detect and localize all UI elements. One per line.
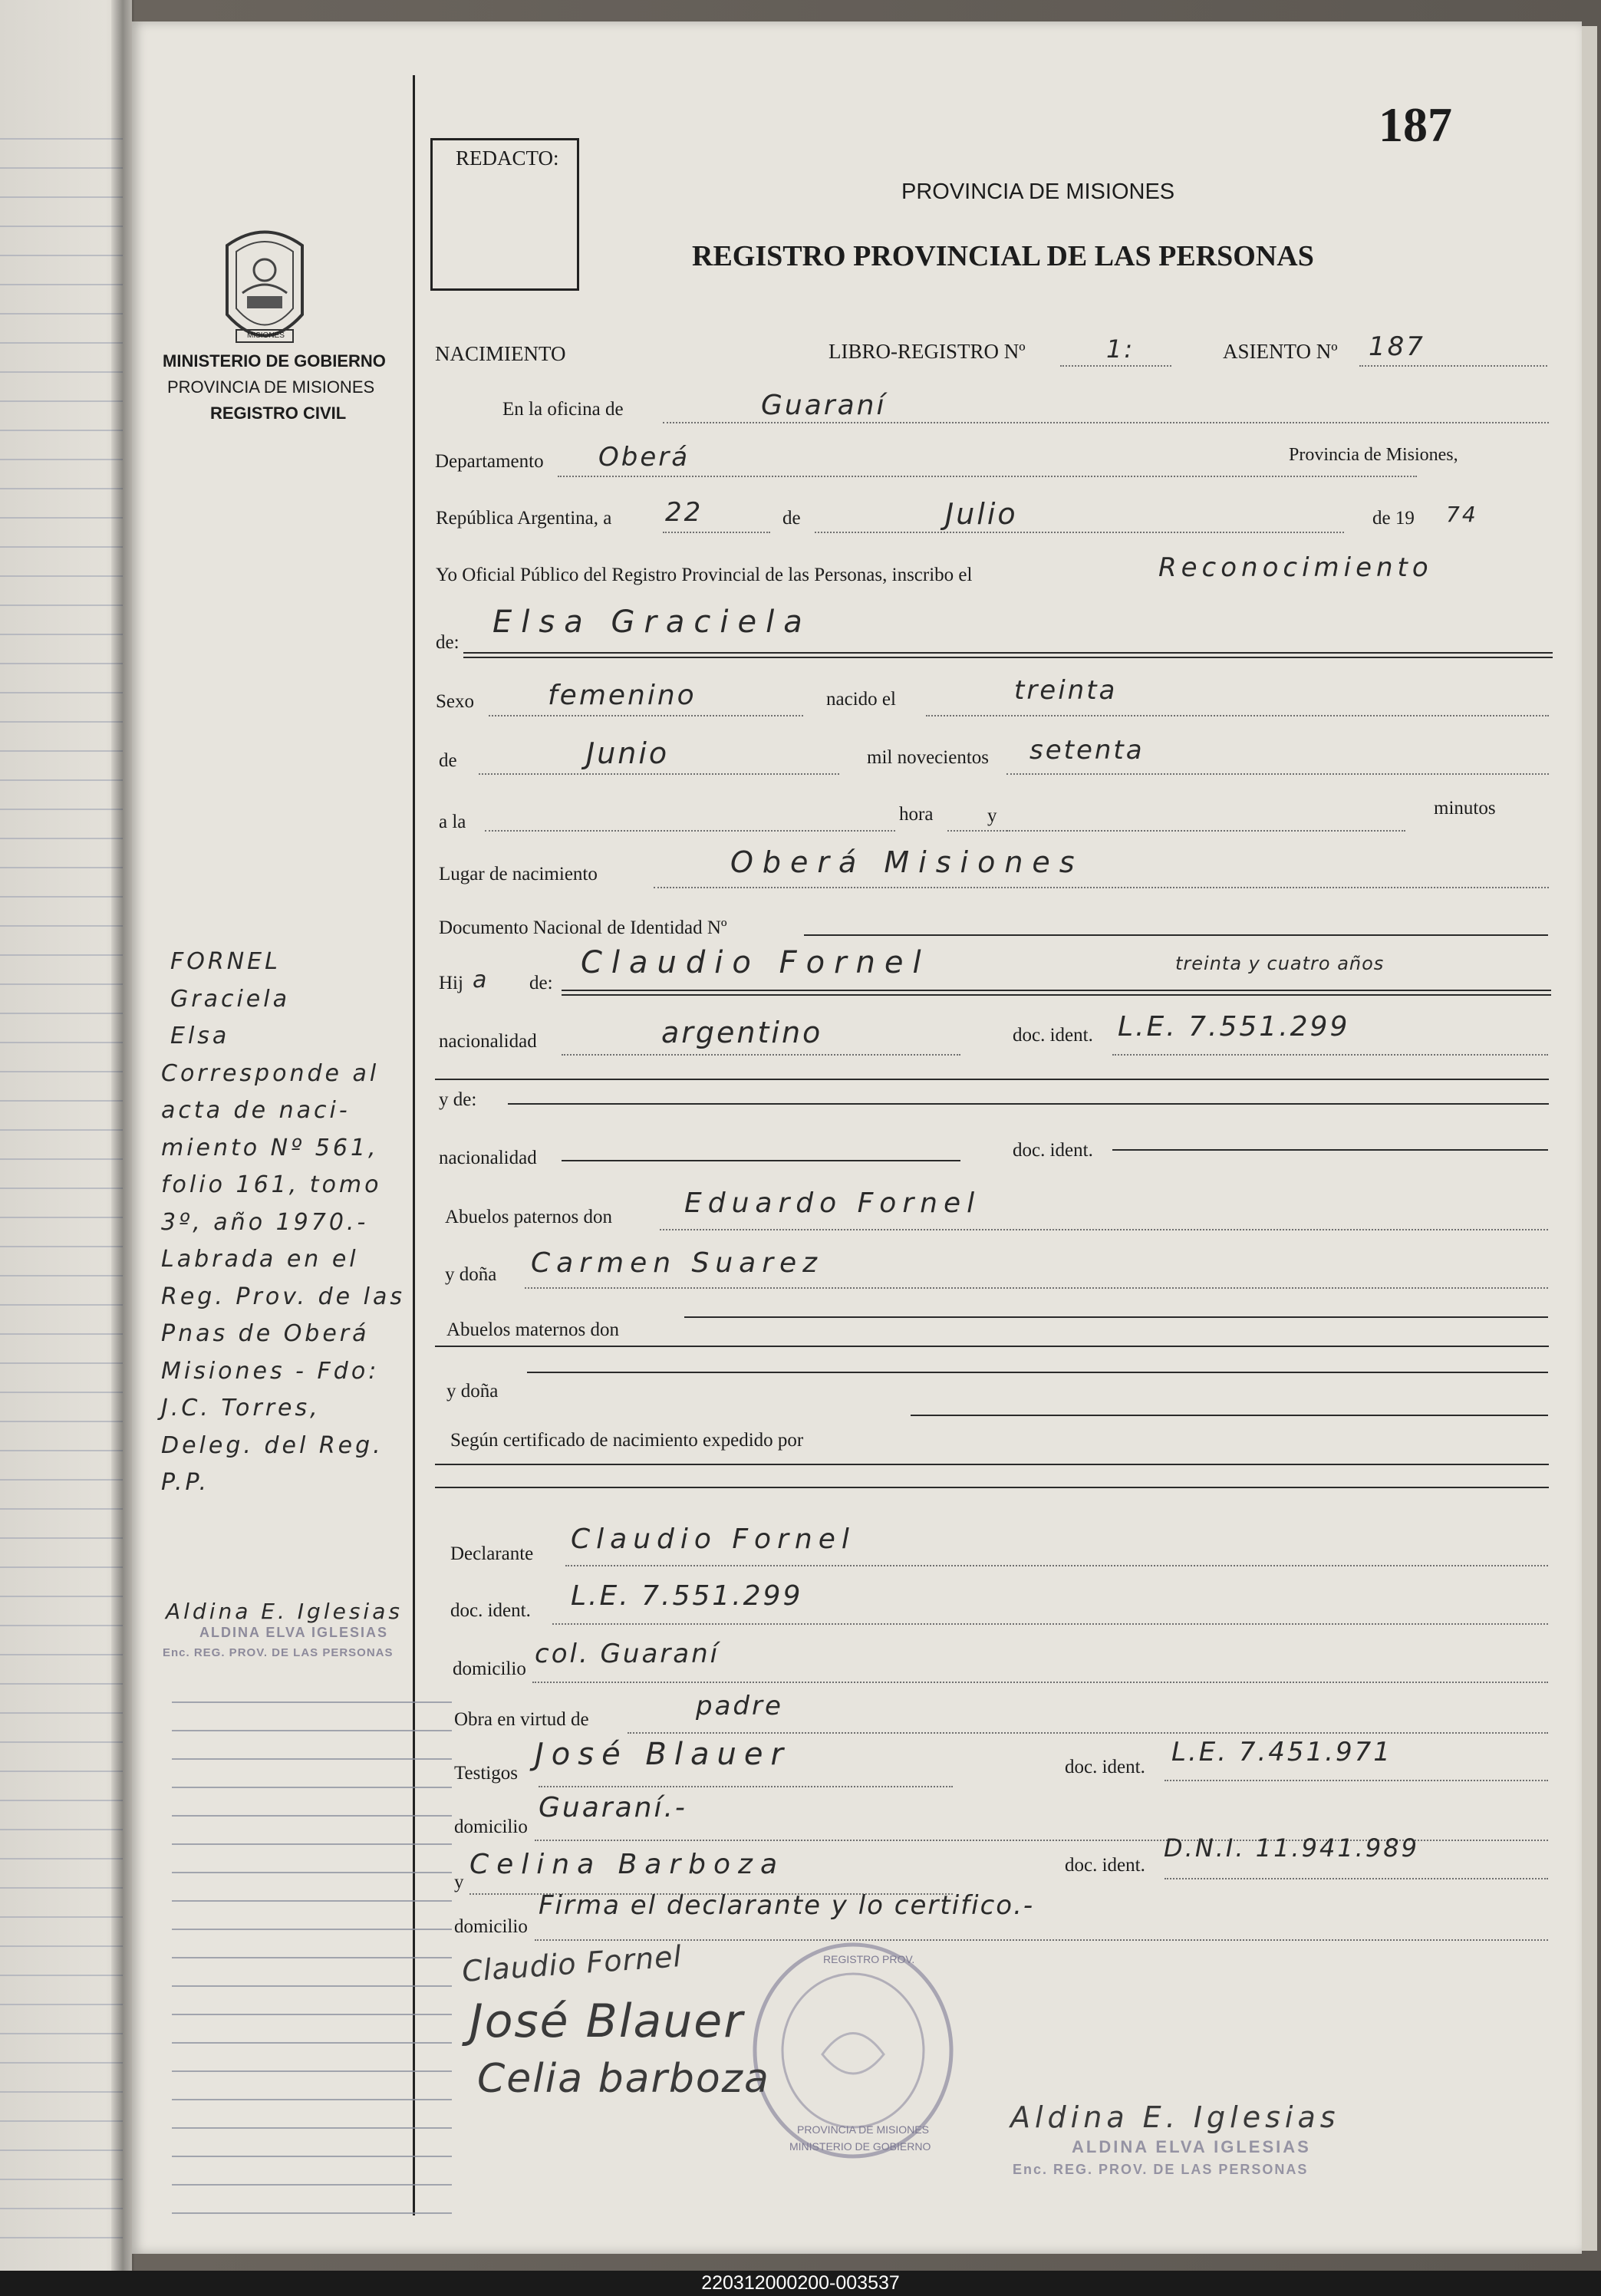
ministry-line-3: REGISTRO CIVIL xyxy=(210,404,347,423)
margin-rule-line xyxy=(172,1730,452,1731)
padre-value: Claudio Fornel xyxy=(581,945,931,980)
margin-rule-line xyxy=(172,2099,452,2100)
previous-page-rule xyxy=(0,2208,123,2209)
nacionalidad2-label: nacionalidad xyxy=(439,1148,537,1168)
oficial-text: Yo Oficial Público del Registro Provincial de las Personas, inscribo el xyxy=(436,565,973,585)
previous-page-rule xyxy=(0,430,123,431)
round-seal xyxy=(749,1939,957,2162)
domicilio3-dotline xyxy=(535,1939,1548,1941)
previous-page-rule xyxy=(0,925,123,927)
previous-page-rule xyxy=(0,1304,123,1306)
a-la-label: a la xyxy=(439,812,466,832)
image-id-caption: 220312000200-003537 xyxy=(0,2271,1601,2296)
round-seal-line-3: MINISTERIO DE GOBIERNO xyxy=(789,2140,931,2153)
margin-rule-line xyxy=(172,1815,452,1817)
republica-label: República Argentina, a xyxy=(436,508,612,529)
margin-rule-line xyxy=(172,2042,452,2044)
previous-page-rule xyxy=(0,1887,123,1889)
signature-celia: Celia barboza xyxy=(477,2056,770,2102)
previous-page-rule xyxy=(0,1450,123,1451)
testigo2-value: Celina Barboza xyxy=(469,1849,786,1880)
testigo2-doc-value: D.N.I. 11.941.989 xyxy=(1164,1833,1419,1863)
oficina-dotline xyxy=(663,422,1549,423)
firma-value: Firma el declarante y lo certifico.- xyxy=(539,1890,1035,1921)
crest-label: MISIONES xyxy=(247,331,285,340)
nombre-line-2 xyxy=(463,657,1553,658)
previous-page-rule xyxy=(0,255,123,256)
margin-rule-line xyxy=(172,1929,452,1930)
register-page xyxy=(132,21,1582,2254)
y-de-label: y de: xyxy=(439,1089,477,1110)
previous-page-rule xyxy=(0,1683,123,1685)
previous-page-rule xyxy=(0,1333,123,1335)
mes-dotline xyxy=(815,532,1344,533)
dni-line xyxy=(804,934,1548,936)
official-signature: Aldina E. Iglesias xyxy=(1010,2100,1340,2134)
margin-note-line: acta de naci- xyxy=(161,1097,351,1124)
nacionalidad-value: argentino xyxy=(661,1016,823,1049)
margin-rule-line xyxy=(172,2014,452,2015)
sexo-label: Sexo xyxy=(436,691,474,712)
y-testigo-label: y xyxy=(454,1872,464,1892)
previous-page-rule xyxy=(0,1217,123,1218)
inscribo-value: Reconocimiento xyxy=(1158,552,1433,583)
certificado-label: Según certificado de nacimiento expedido por xyxy=(450,1430,804,1451)
previous-page-rule xyxy=(0,809,123,810)
previous-page-rule xyxy=(0,2091,123,2093)
margin-rule-line xyxy=(172,2184,452,2186)
minutos-dotline xyxy=(1006,830,1405,832)
sexo-dotline xyxy=(489,715,803,716)
nacido-anio-value: setenta xyxy=(1029,735,1145,766)
official-stamp-line-1: ALDINA ELVA IGLESIAS xyxy=(1072,2137,1311,2156)
previous-page-rule xyxy=(0,1741,123,1743)
previous-page-rule xyxy=(0,1421,123,1422)
abuelo-pat-value: Eduardo Fornel xyxy=(684,1188,981,1219)
previous-page-rule xyxy=(0,604,123,606)
doc-ident2-label: doc. ident. xyxy=(1013,1140,1093,1161)
abuelos-pat-label: Abuelos paternos don xyxy=(445,1207,613,1227)
doc-ident4-label: doc. ident. xyxy=(1065,1757,1145,1777)
previous-page-rule xyxy=(0,517,123,519)
y-dona2-line xyxy=(527,1372,1548,1373)
margin-rule-line xyxy=(172,2070,452,2072)
asiento-label: ASIENTO Nº xyxy=(1223,340,1338,363)
previous-page-rule xyxy=(0,954,123,956)
domicilio-dotline xyxy=(532,1682,1548,1683)
dia-value: 22 xyxy=(665,497,703,528)
obra-label: Obra en virtud de xyxy=(454,1709,589,1730)
obra-dotline xyxy=(628,1732,1548,1734)
margin-rule-line xyxy=(172,1701,452,1703)
declarante-value: Claudio Fornel xyxy=(571,1524,855,1555)
previous-page-rule xyxy=(0,371,123,373)
column-divider xyxy=(413,75,415,2215)
previous-page-rule xyxy=(0,1975,123,1976)
y-label: y xyxy=(987,805,997,826)
sexo-value: femenino xyxy=(548,680,697,711)
mes-value: Julio xyxy=(945,497,1018,531)
official-stamp-line-2: Enc. REG. PROV. DE LAS PERSONAS xyxy=(1013,2162,1309,2177)
ministry-line-1: MINISTERIO DE GOBIERNO xyxy=(163,351,386,371)
y-dona2-label: y doña xyxy=(446,1381,499,1402)
a-la-dotline xyxy=(485,830,895,832)
testigo1-value: José Blauer xyxy=(535,1737,791,1772)
previous-page-rule xyxy=(0,1916,123,1918)
oficina-value: Guaraní xyxy=(761,390,887,421)
previous-page-rule xyxy=(0,750,123,752)
doc2-line xyxy=(1112,1149,1548,1151)
margin-rule-line xyxy=(172,1758,452,1760)
folio-number: 187 xyxy=(1379,97,1452,152)
previous-page-rule xyxy=(0,2120,123,2122)
crest-emblem xyxy=(219,222,310,353)
de-label: de xyxy=(782,508,801,529)
signature-claudio: Claudio Fornel xyxy=(460,1939,684,1988)
mes-nac-label: de xyxy=(439,750,457,771)
page-edge xyxy=(1582,26,1597,2251)
doc-ident-label: doc. ident. xyxy=(1013,1025,1093,1046)
nacido-mes-value: Junio xyxy=(586,736,670,770)
previous-page-rule xyxy=(0,779,123,781)
hijo-label: Hij xyxy=(439,973,463,993)
previous-page-rule xyxy=(0,138,123,140)
y-de-line xyxy=(508,1103,1549,1105)
doc-ident3-label: doc. ident. xyxy=(450,1600,531,1621)
ministry-line-2: PROVINCIA DE MISIONES xyxy=(167,377,375,397)
round-seal-line-2: PROVINCIA DE MISIONES xyxy=(797,2123,929,2136)
margin-rule-line xyxy=(172,1872,452,1873)
libro-label: LIBRO-REGISTRO Nº xyxy=(829,340,1026,363)
nacionalidad2-line xyxy=(562,1160,960,1161)
doc3-dotline xyxy=(552,1623,1548,1625)
round-seal-line-1: REGISTRO PROV. xyxy=(823,1953,915,1965)
dia-dotline xyxy=(663,532,770,533)
abuelos-mat-line-2 xyxy=(435,1346,1549,1347)
previous-page-rule xyxy=(0,1712,123,1714)
nacionalidad-dotline xyxy=(562,1054,960,1056)
hora-label: hora xyxy=(899,804,934,825)
padre-line-1 xyxy=(562,990,1551,991)
margin-rule-line xyxy=(172,1843,452,1845)
margin-note-line: miento Nº 561, xyxy=(161,1134,379,1161)
margin-rule-line xyxy=(172,1957,452,1958)
previous-page-rule xyxy=(0,1129,123,1131)
doc-ident5-label: doc. ident. xyxy=(1065,1855,1145,1876)
margin-rule-line xyxy=(172,1787,452,1788)
previous-page-rule xyxy=(0,1508,123,1510)
margin-note-line: FORNEL xyxy=(170,948,281,975)
mes-nac-dotline xyxy=(479,773,839,775)
previous-page-rule xyxy=(0,226,123,227)
previous-page-rule xyxy=(0,1479,123,1481)
redacto-label: REDACTO: xyxy=(456,147,559,170)
margin-note-line: J.C. Torres, xyxy=(161,1395,321,1421)
nombre-line-1 xyxy=(463,652,1553,654)
margin-note-line: Reg. Prov. de las xyxy=(161,1283,405,1310)
margin-note-line: Graciela xyxy=(170,985,290,1013)
domicilio2-label: domicilio xyxy=(454,1817,528,1837)
previous-page-rule xyxy=(0,167,123,169)
margin-signature: Aldina E. Iglesias xyxy=(166,1599,403,1624)
obra-value: padre xyxy=(696,1691,783,1721)
hijo-de-label: de: xyxy=(529,973,553,993)
padre-doc-dotline xyxy=(1112,1054,1548,1056)
padre-line-2 xyxy=(562,994,1551,996)
margin-note-line: 3º, año 1970.- xyxy=(161,1208,369,1236)
nombre-value: Elsa Graciela xyxy=(492,604,812,640)
domicilio3-label: domicilio xyxy=(454,1916,528,1937)
previous-page-rule xyxy=(0,196,123,198)
declarante-doc-value: L.E. 7.551.299 xyxy=(571,1580,803,1612)
certificado-line-3 xyxy=(435,1487,1549,1488)
departamento-label: Departamento xyxy=(435,451,544,472)
previous-page-rule xyxy=(0,2033,123,2034)
margin-note-line: Corresponde al xyxy=(161,1059,380,1087)
previous-page-rule xyxy=(0,1654,123,1655)
previous-page-rule xyxy=(0,400,123,402)
previous-page-rule xyxy=(0,2149,123,2151)
domicilio-label: domicilio xyxy=(453,1659,526,1679)
testigo1-doc-value: L.E. 7.451.971 xyxy=(1171,1737,1392,1767)
previous-page-rule xyxy=(0,2237,123,2238)
dni-label: Documento Nacional de Identidad Nº xyxy=(439,917,727,938)
testigo1-dotline xyxy=(539,1786,953,1787)
previous-page-rule xyxy=(0,1771,123,1772)
previous-page-rule xyxy=(0,313,123,315)
margin-rule-line xyxy=(172,2127,452,2129)
previous-page-rule xyxy=(0,2062,123,2064)
previous-page-rule xyxy=(0,1945,123,1947)
margin-note-line: Pnas de Oberá xyxy=(161,1320,370,1347)
abuelos-pat-dotline xyxy=(660,1229,1548,1230)
margin-note-line: Labrada en el xyxy=(161,1246,359,1273)
asiento-value: 187 xyxy=(1369,331,1425,362)
previous-page-rule xyxy=(0,1566,123,1568)
asiento-dotline xyxy=(1359,365,1547,367)
abuelos-mat-label: Abuelos maternos don xyxy=(446,1319,619,1340)
previous-page-rule xyxy=(0,1042,123,1043)
margin-stamp-line-2: Enc. REG. PROV. DE LAS PERSONAS xyxy=(163,1646,394,1659)
lugar-label: Lugar de nacimiento xyxy=(439,864,598,884)
previous-page-rule xyxy=(0,838,123,839)
departamento-dotline xyxy=(558,476,1417,477)
padre-doc-value: L.E. 7.551.299 xyxy=(1118,1011,1350,1043)
previous-page-rule xyxy=(0,692,123,693)
signature-jose: José Blauer xyxy=(469,1995,744,2048)
margin-rule-line xyxy=(172,1900,452,1902)
previous-page-rule xyxy=(0,1362,123,1364)
margin-note-line: Misiones - Fdo: xyxy=(161,1357,380,1385)
previous-page-rule xyxy=(0,1596,123,1597)
libro-dotline xyxy=(1060,365,1171,367)
domicilio-value: col. Guaraní xyxy=(535,1639,720,1669)
previous-page-rule xyxy=(0,1188,123,1189)
previous-page-rule xyxy=(0,575,123,577)
testigo1-doc-dotline xyxy=(1165,1780,1548,1781)
previous-page-rule xyxy=(0,1275,123,1276)
previous-page-rule xyxy=(0,284,123,285)
margin-note-line: Deleg. del Reg. xyxy=(161,1431,384,1459)
anio-prefix: de 19 xyxy=(1372,508,1415,529)
y-dona-dotline xyxy=(525,1287,1548,1289)
margin-note-line: Elsa xyxy=(170,1023,230,1049)
nacido-dotline xyxy=(926,715,1549,716)
provincia-suffix: Provincia de Misiones, xyxy=(1289,445,1458,465)
nacido-label: nacido el xyxy=(826,689,896,710)
mil-label: mil novecientos xyxy=(867,747,989,768)
abuelos-mat-line xyxy=(684,1316,1548,1318)
province-heading: PROVINCIA DE MISIONES xyxy=(901,180,1175,204)
certificado-line xyxy=(911,1415,1548,1416)
minutos-label: minutos xyxy=(1434,798,1496,819)
margin-stamp-line-1: ALDINA ELVA IGLESIAS xyxy=(199,1625,389,1640)
previous-page-rule xyxy=(0,983,123,985)
nacionalidad-label: nacionalidad xyxy=(439,1031,537,1052)
previous-page-rule xyxy=(0,867,123,868)
declarante-label: Declarante xyxy=(450,1543,534,1564)
previous-page-rule xyxy=(0,1800,123,1801)
previous-page-rule xyxy=(0,1537,123,1539)
previous-page-rule xyxy=(0,1013,123,1014)
abuela-pat-value: Carmen Suarez xyxy=(531,1247,824,1279)
previous-page-rule xyxy=(0,1858,123,1860)
previous-page-rule xyxy=(0,1071,123,1072)
previous-page-rule xyxy=(0,1829,123,1830)
margin-note-line: folio 161, tomo xyxy=(161,1171,382,1198)
previous-page-rule xyxy=(0,663,123,664)
previous-page-rule xyxy=(0,896,123,898)
margin-rule-line xyxy=(172,2212,452,2214)
book-gutter xyxy=(111,0,134,2271)
margin-rule-line xyxy=(172,2156,452,2157)
y-de-upper-line xyxy=(435,1079,1549,1080)
redacto-box xyxy=(430,138,579,291)
testigo1-dom-value: Guaraní.- xyxy=(539,1792,687,1823)
margin-rule-line xyxy=(172,1985,452,1987)
lugar-value: Oberá Misiones xyxy=(730,845,1084,879)
hijo-suffix: a xyxy=(473,967,489,993)
previous-page-rule xyxy=(0,459,123,460)
previous-page-rule xyxy=(0,1100,123,1102)
nacido-dia-value: treinta xyxy=(1014,675,1118,706)
certificado-line-2 xyxy=(435,1464,1549,1465)
previous-page-rule xyxy=(0,2004,123,2005)
previous-page-rule xyxy=(0,546,123,548)
y-dona-label: y doña xyxy=(445,1264,497,1285)
nombre-label: de: xyxy=(436,632,460,653)
lugar-dotline xyxy=(654,887,1549,888)
departamento-value: Oberá xyxy=(598,442,690,473)
previous-page-rule xyxy=(0,1625,123,1626)
previous-page-rule xyxy=(0,1158,123,1160)
testigos-label: Testigos xyxy=(454,1763,518,1784)
declarante-dotline xyxy=(565,1565,1548,1566)
record-type: NACIMIENTO xyxy=(435,342,566,365)
previous-page-rule xyxy=(0,1392,123,1393)
previous-page-rule xyxy=(0,721,123,723)
oficina-label: En la oficina de xyxy=(502,399,624,420)
registry-heading: REGISTRO PROVINCIAL DE LAS PERSONAS xyxy=(692,240,1314,272)
previous-page-rule xyxy=(0,488,123,489)
libro-value: 1: xyxy=(1106,334,1135,364)
previous-page-rule xyxy=(0,1246,123,1247)
anio-value: 74 xyxy=(1446,502,1478,527)
previous-page-rule xyxy=(0,634,123,635)
margin-note-line: P.P. xyxy=(161,1469,209,1496)
previous-page-rule xyxy=(0,2179,123,2180)
padre-edad-value: treinta y cuatro años xyxy=(1175,953,1385,974)
previous-page-rule xyxy=(0,342,123,344)
mil-dotline xyxy=(1006,773,1549,775)
testigo2-doc-dotline xyxy=(1165,1878,1548,1879)
